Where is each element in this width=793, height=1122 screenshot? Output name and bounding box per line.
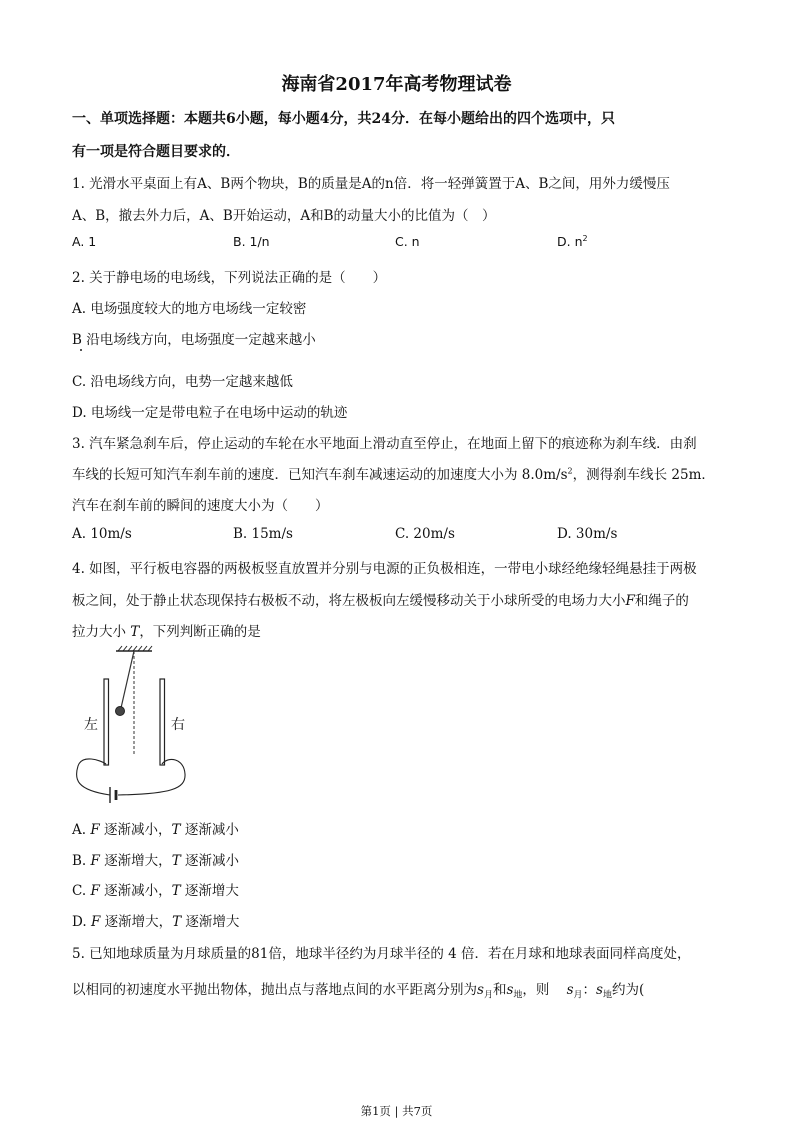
q5-colon: ：: [582, 982, 597, 998]
left-plate: [104, 679, 109, 765]
q4-c-F: F: [90, 883, 100, 899]
q1-option-a: A. 1: [72, 234, 97, 249]
q5-sub-moon: 月: [483, 990, 493, 1001]
q3-stem-line2: [72, 463, 715, 483]
q1-stem-line2: A、B，撤去外力后，A、B开始运动，A和B的动量大小的比值为（ ）: [72, 208, 496, 224]
q4-c-mid: 逐渐减小，: [104, 883, 172, 899]
q4-a-prefix: A.: [72, 822, 87, 838]
capacitor-figure: [72, 644, 202, 809]
q4-c-end: 逐渐增大: [184, 883, 239, 899]
page-title: 海南省2017年高考物理试卷: [281, 74, 512, 95]
ceiling-hatch: [118, 646, 152, 651]
q2-option-a: A. 电场强度较大的地方电场线一定较密: [72, 301, 307, 317]
q3-stem-line1: 3. 汽车紧急刹车后，停止运动的车轮在水平地面上滑动直至停止，在地面上留下的痕迹称为刹车线．由刹: [72, 436, 697, 452]
q5-sub-moon-2: 月: [573, 990, 583, 1001]
q4-c-T: T: [171, 883, 181, 899]
q3-line2-a: 车线的长短可知汽车刹车前的速度．已知汽车刹车减速运动的加速度大小为 8.0m/s: [72, 467, 568, 483]
string: [121, 651, 134, 708]
q5-s-earth: s: [506, 982, 514, 998]
q4-line3-T: T: [130, 624, 140, 640]
q4-d-prefix: D.: [72, 914, 87, 930]
q4-b-T: T: [171, 853, 181, 869]
q5-and: 和: [492, 982, 507, 998]
q5-s-earth-2: s: [596, 982, 603, 998]
q5-then: ，则: [522, 982, 550, 998]
q4-d-T: T: [172, 914, 182, 930]
q1-option-c: C. n: [395, 234, 420, 249]
q4-a-F: F: [90, 822, 100, 838]
q4-option-c: [72, 879, 239, 899]
q5-sub-earth-2: 地: [602, 990, 612, 1001]
q2-stem: 2. 关于静电场的电场线，下列说法正确的是（ ）: [72, 270, 387, 286]
q1-option-d-sup: 2: [582, 234, 588, 243]
section-heading-line1: 一、单项选择题：本题共6小题，每小题4分，共24分．在每小题给出的四个选项中，只: [72, 111, 615, 127]
q2-option-b: B 沿电场线方向，电场强度一定越来越小: [72, 332, 316, 348]
q4-b-mid: 逐渐增大，: [104, 853, 172, 869]
q2-option-c: C. 沿电场线方向，电势一定越来越低: [72, 374, 293, 390]
q4-option-b: [72, 849, 239, 869]
section-heading-line2: 有一项是符合题目要求的．: [72, 144, 240, 160]
q5-line2-a: 以相同的初速度水平抛出物体，抛出点与落地点间的水平距离分别为: [72, 982, 477, 998]
q5-s-moon: s: [477, 982, 484, 998]
q4-d-end: 逐渐增大: [185, 914, 240, 930]
q1-stem-line1: 1. 光滑水平桌面上有A、B两个物块，B的质量是A的n倍．将一轻弹簧置于A、B之间，用外力缓慢压: [72, 176, 670, 192]
q4-b-end: 逐渐减小: [185, 853, 239, 869]
right-plate-label: 右: [171, 717, 185, 733]
q4-d-F: F: [90, 914, 101, 930]
q4-d-mid: 逐渐增大，: [104, 914, 173, 930]
q4-stem-line1: 4. 如图，平行板电容器的两极板竖直放置并分别与电源的正负极相连，一带电小球经绝缘轻绳悬挂于两极: [72, 561, 697, 577]
q1-option-d: [557, 234, 588, 249]
page-footer: 第1页 | 共7页: [360, 1104, 433, 1118]
q5-stem-line1: 5. 已知地球质量为月球质量的81倍，地球半径约为月球半径的 4 倍．若在月球和地球表面同样高度处，: [72, 946, 691, 962]
q5-stem-line2: [72, 978, 644, 1001]
q3-line2-sup: 2: [567, 466, 573, 476]
q4-c-prefix: C.: [72, 883, 87, 899]
q3-option-c: C. 20m/s: [395, 526, 455, 542]
q3-option-b: B. 15m/s: [233, 526, 293, 542]
q4-a-T: T: [171, 822, 181, 838]
q4-option-a: [72, 818, 239, 838]
q5-tail: 约为(: [611, 982, 645, 998]
q4-line2-F: F: [625, 593, 635, 609]
q4-line3-b: ，下列判断正确的是: [139, 624, 261, 640]
q4-line2-a: 板之间，处于静止状态现保持右极板不动，将左极板向左缓慢移动关于小球所受的电场力大小: [72, 593, 626, 609]
q2-option-d: D. 电场线一定是带电粒子在电场中运动的轨迹: [72, 405, 348, 421]
q3-option-d: D. 30m/s: [557, 526, 618, 542]
charged-ball: [116, 707, 125, 716]
q4-stem-line2: [72, 589, 689, 609]
q4-option-d: [72, 910, 239, 930]
q5-sub-earth: 地: [513, 990, 523, 1001]
q4-stem-line3: [72, 620, 261, 640]
q4-b-prefix: B.: [72, 853, 87, 869]
q4-a-end: 逐渐减小: [184, 822, 239, 838]
right-plate: [160, 679, 165, 765]
q4-line2-b: 和绳子的: [634, 593, 689, 609]
q4-line3-a: 拉力大小: [72, 624, 126, 640]
right-wire: [118, 759, 185, 795]
q3-stem-line3: 汽车在刹车前的瞬间的速度大小为（ ）: [72, 498, 329, 514]
q5-s-moon-2: s: [566, 982, 574, 998]
q1-option-b: B. 1/n: [233, 234, 270, 249]
left-plate-label: 左: [84, 717, 98, 733]
q3-line2-b: ，测得刹车线长 25m．: [572, 467, 715, 483]
q4-a-mid: 逐渐减小，: [104, 822, 172, 838]
q3-option-a: A. 10m/s: [72, 526, 132, 542]
q1-option-d-text: D. n: [557, 234, 583, 250]
stray-dot: [80, 349, 82, 351]
q4-b-F: F: [90, 853, 100, 869]
